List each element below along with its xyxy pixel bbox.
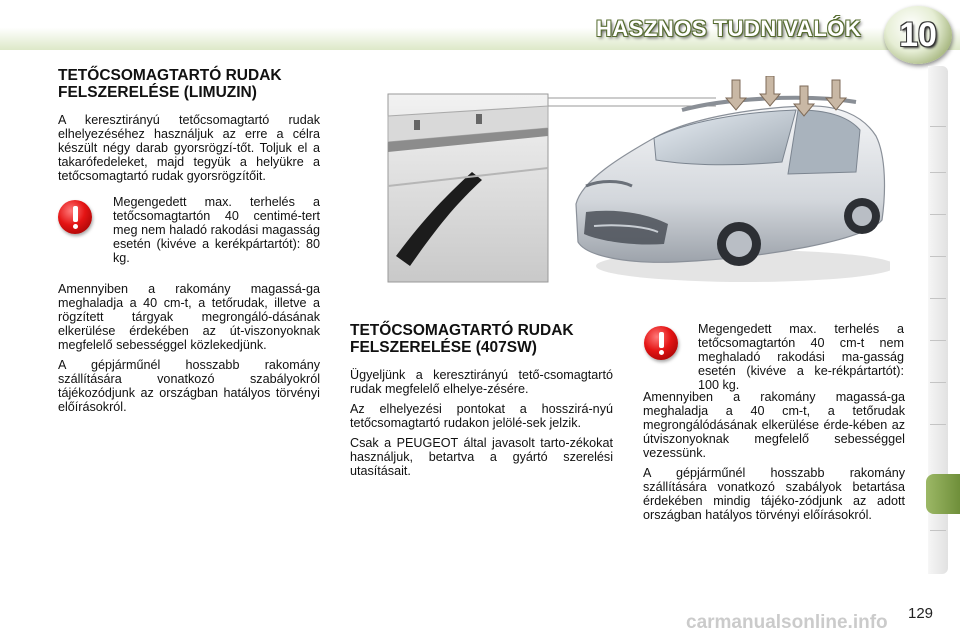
warning-text: Megengedett max. terhelés a tetőcsomagtartón 40 centimé-tert meg nem haladó rakodási magasság esetén (kivéve a kerékpártartót): 80 kg. [113, 195, 320, 265]
body-paragraph: Csak a PEUGEOT által javasolt tarto-zékokat használjuk, betartva a gyártó szerelési utasításait. [350, 436, 613, 478]
section-limuzin [58, 67, 320, 189]
intro-paragraph: A keresztirányú tetőcsomagtartó rudak elhelyezéséhez használjuk az erre a célra készült négy darab gyorsrögzí-tőt. Toljuk el a takarófedeleket, majd tegyük a helyükre a tetőcsomagtartó rudak gyorsrögzítőit. [58, 113, 320, 183]
side-tab-divider [930, 298, 946, 299]
warning-icon [58, 200, 92, 234]
side-tab-divider [930, 126, 946, 127]
side-tab-divider [930, 172, 946, 173]
section-title-line: FELSZERELÉSE (LIMUZIN) [58, 84, 257, 101]
side-tab-divider [930, 214, 946, 215]
section-limuzin-body [58, 282, 320, 420]
chapter-badge [884, 6, 952, 64]
body-paragraph: Amennyiben a rakomány magassá-ga meghaladja a 40 cm-t, a tetőrudak, illetve a rögzített tárgyak megrongáló-dásának elkerülése érdekében az út-viszonyoknak megfelelő sebességgel közlekedjünk. [58, 282, 320, 352]
section-title-line: TETŐCSOMAGTARTÓ RUDAK [58, 67, 282, 84]
body-paragraph: Ügyeljünk a keresztirányú tető-csomagtartó rudak megfelelő elhelye-zésére. [350, 368, 613, 396]
car-roof-rack-illustration [386, 76, 890, 288]
body-paragraph: Amennyiben a rakomány magassá-ga meghaladja a 40 cm-t, a tetőrudak megrongálódásának elkerülése érde-kében az útviszonyoknak megfelelő sebességgel vezessünk. [643, 390, 905, 460]
warning-icon [644, 326, 678, 360]
body-paragraph: A gépjárműnél hosszabb rakomány szállítására vonatkozó szabályok betartása érdekében mindig tájéko-zódjunk az adott országban hatályos törvényi előírásokról. [643, 466, 905, 522]
car-body [576, 98, 890, 282]
chapter-number: 10 [899, 15, 937, 54]
body-paragraph: Az elhelyezési pontokat a hosszirá-nyú tetőcsomagtartó rudakon jelölé-sek jelzik. [350, 402, 613, 430]
side-tab-divider [930, 340, 946, 341]
section-title [350, 322, 613, 356]
section-right-body [643, 390, 905, 528]
side-tab-divider [930, 256, 946, 257]
section-title-line: TETŐCSOMAGTARTÓ RUDAK [350, 322, 574, 339]
watermark: carmanualsonline.info [686, 612, 888, 633]
side-tab-divider [930, 382, 946, 383]
warning-text: Megengedett max. terhelés a tetőcsomagtartón 40 cm-t nem meghaladó rakodási ma-gasság esetén (kivéve a ke-rékpártartót): 100 kg. [698, 322, 904, 392]
page-number: 129 [908, 605, 934, 622]
side-tab-chapter-10[interactable] [926, 474, 960, 514]
section-title [58, 67, 320, 101]
side-tab-divider [930, 424, 946, 425]
side-tab-divider [930, 530, 946, 531]
body-paragraph: A gépjárműnél hosszabb rakomány szállítására vonatkozó szabályokról tájékozódjunk az országban hatályos törvényi előírásokról. [58, 358, 320, 414]
chapter-title: HASZNOS TUDNIVALÓK [596, 16, 862, 41]
section-407sw [350, 322, 613, 484]
section-title-line: FELSZERELÉSE (407SW) [350, 339, 537, 356]
